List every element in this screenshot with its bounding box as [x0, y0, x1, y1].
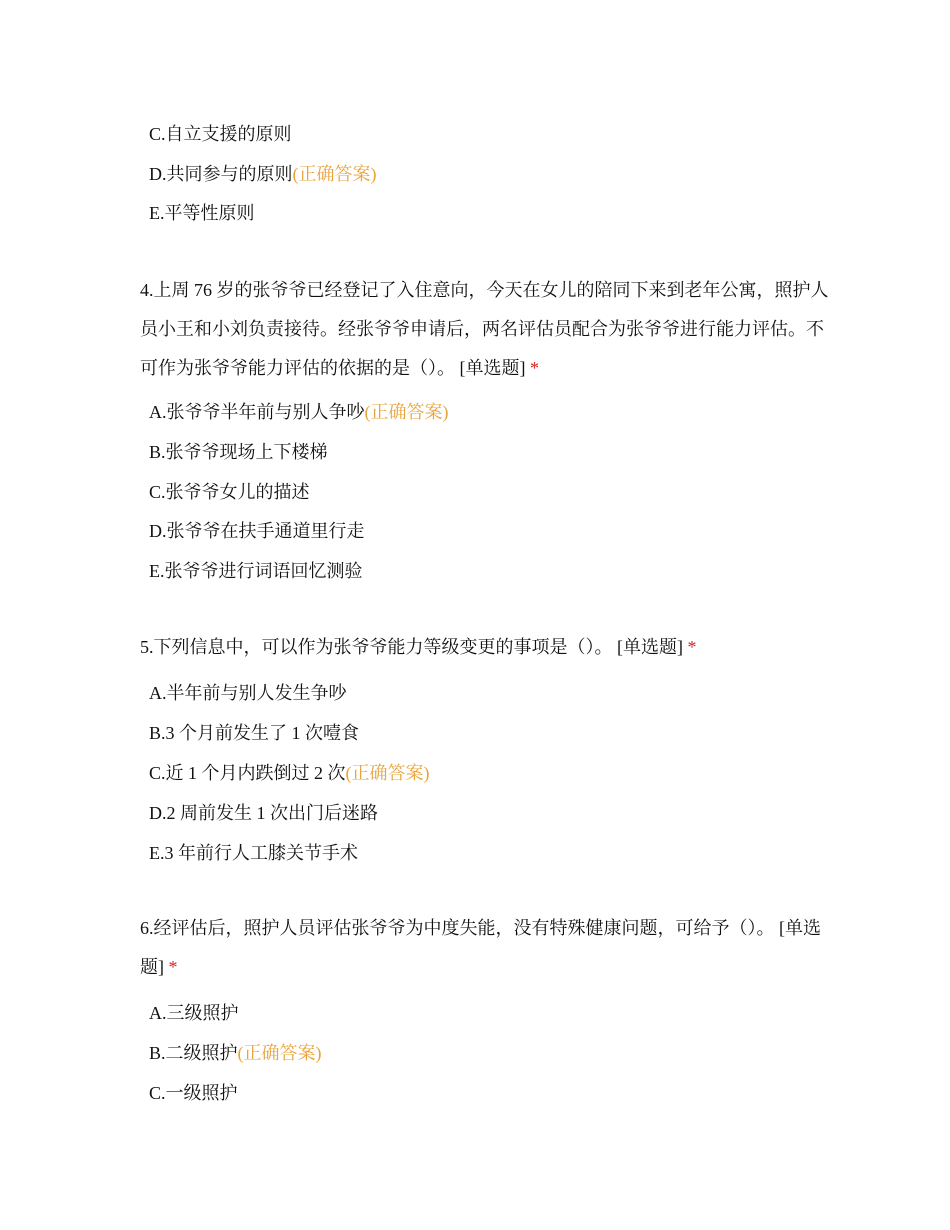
option-text: C.张爷爷女儿的描述 [149, 482, 310, 502]
required-marker: * [168, 957, 178, 977]
option-text: C.近 1 个月内跌倒过 2 次 [149, 763, 346, 783]
q3-option-d [149, 161, 377, 187]
q4-option-e [149, 558, 363, 584]
q4-option-b [149, 439, 328, 465]
correct-answer-marker: (正确答案) [345, 763, 430, 783]
correct-answer-marker: (正确答案) [237, 1043, 322, 1063]
q6-option-a [149, 1000, 239, 1026]
required-marker: * [530, 358, 539, 378]
question-type: [单选题] [140, 918, 821, 977]
question-text: 6.经评估后，照护人员评估张爷爷为中度失能，没有特殊健康问题，可给予（）。 [140, 918, 775, 938]
correct-answer-marker: (正确答案) [364, 402, 449, 422]
option-text: B.张爷爷现场上下楼梯 [149, 442, 328, 462]
required-marker: * [687, 637, 697, 657]
option-text: D.张爷爷在扶手通道里行走 [149, 521, 365, 541]
option-text: C.自立支援的原则 [149, 124, 292, 144]
question-4 [140, 271, 830, 388]
correct-answer-marker: (正确答案) [292, 164, 377, 184]
question-5 [140, 628, 830, 667]
q5-option-e [149, 840, 358, 866]
question-6 [140, 909, 830, 987]
q5-option-a [149, 680, 347, 706]
option-text: B.3 个月前发生了 1 次噎食 [149, 723, 360, 743]
q4-option-d [149, 518, 365, 544]
question-type: [单选题] [459, 358, 526, 378]
option-text: E.3 年前行人工膝关节手术 [149, 843, 358, 863]
q3-option-c [149, 121, 292, 147]
q4-option-a [149, 399, 449, 425]
q5-option-d [149, 800, 378, 826]
option-text: A.三级照护 [149, 1003, 239, 1023]
option-text: A.张爷爷半年前与别人争吵 [149, 402, 365, 422]
option-text: E.平等性原则 [149, 203, 255, 223]
option-text: E.张爷爷进行词语回忆测验 [149, 561, 363, 581]
question-text: 5.下列信息中，可以作为张爷爷能力等级变更的事项是（）。 [140, 637, 613, 657]
question-type: [单选题] [617, 637, 683, 657]
option-text: D.2 周前发生 1 次出门后迷路 [149, 803, 378, 823]
option-text: C.一级照护 [149, 1083, 238, 1103]
q5-option-b [149, 720, 359, 746]
q3-option-e [149, 200, 255, 226]
q5-option-c [149, 760, 430, 786]
option-text: A.半年前与别人发生争吵 [149, 683, 347, 703]
question-text: 4.上周 76 岁的张爷爷已经登记了入住意向，今天在女儿的陪同下来到老年公寓，照护人员小王和小刘负责接待。经张爷爷申请后，两名评估员配合为张爷爷进行能力评估。不可作为张爷爷能力评估的依据的是（）。 [140, 280, 829, 378]
q6-option-b [149, 1040, 322, 1066]
q4-option-c [149, 479, 310, 505]
option-text: D.共同参与的原则 [149, 164, 293, 184]
option-text: B.二级照护 [149, 1043, 238, 1063]
q6-option-c [149, 1080, 238, 1106]
